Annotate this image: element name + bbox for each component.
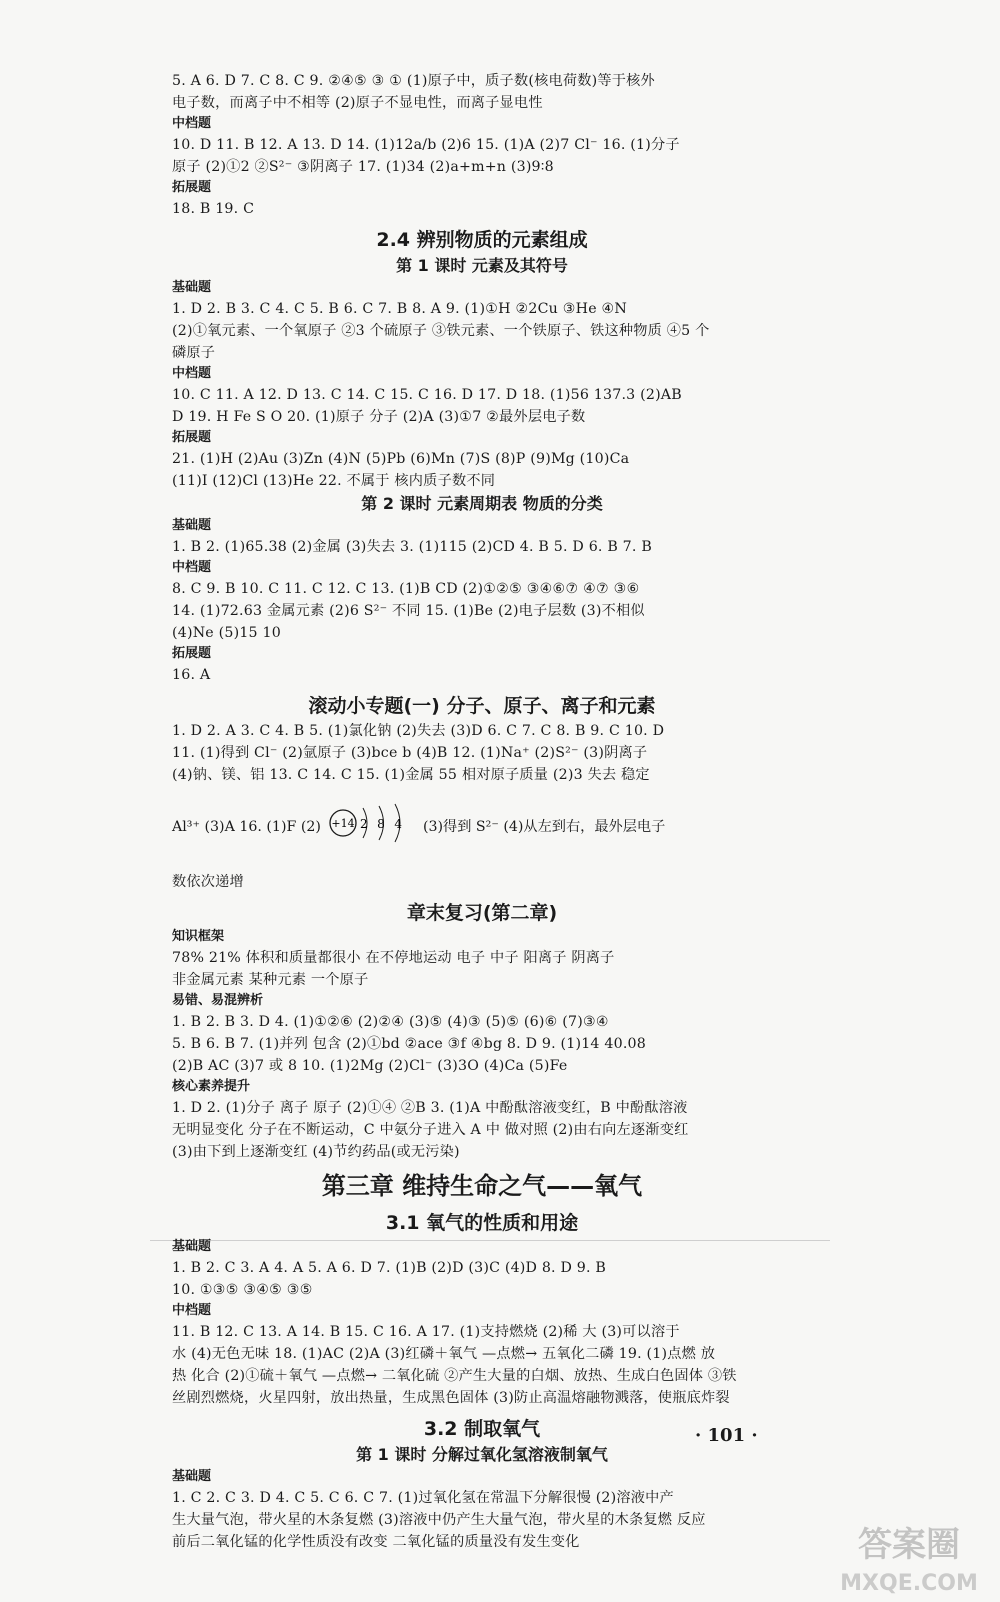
atom-row-post: (3)得到 S²⁻ (4)从左到右，最外层电子 <box>422 818 666 835</box>
subsection-heading: 拓展题 <box>172 430 212 445</box>
atom-structure-row <box>172 800 792 853</box>
subsection-heading: 中档题 <box>172 366 212 381</box>
subsection-heading: 知识框架 <box>172 929 225 944</box>
answer-line: (4)Ne (5)15 10 <box>172 625 281 641</box>
answer-line: 无明显变化 分子在不断运动，C 中氨分子进入 A 中 做对照 (2)由右向左逐渐变红 <box>172 1122 689 1138</box>
subsection-heading: 中档题 <box>172 116 212 131</box>
subsection-heading: 基础题 <box>172 518 212 533</box>
atom-diagram <box>327 800 417 853</box>
atom-shells-label: 2 8 4 <box>359 817 402 831</box>
answer-line: 1. D 2. A 3. C 4. B 5. (1)氯化钠 (2)失去 (3)D 6. C 7. C 8. B 9. C 10. D <box>172 723 665 739</box>
answer-line: 16. A <box>172 667 211 683</box>
answer-line: 丝剧烈燃烧，火星四射，放出热量，生成黑色固体 (3)防止高温熔融物溅落，使瓶底炸裂 <box>172 1390 730 1406</box>
section-title: 3.1 氧气的性质和用途 <box>385 1212 579 1234</box>
subsection-heading: 核心素养提升 <box>172 1079 251 1094</box>
section-title: 章末复习(第二章) <box>406 902 558 924</box>
page-number: · 101 · <box>695 1425 758 1446</box>
section-title: 2.4 辨别物质的元素组成 <box>376 229 588 251</box>
watermark-logo <box>824 1512 994 1598</box>
section-title: 3.2 制取氧气 <box>423 1418 541 1440</box>
answer-line: (11)I (12)Cl (13)He 22. 不属于 核内质子数不同 <box>172 473 496 489</box>
subsection-heading: 基础题 <box>172 1239 212 1254</box>
subsection-heading: 基础题 <box>172 1469 212 1484</box>
answer-line: 磷原子 <box>172 345 216 361</box>
atom-nucleus-label: +14 <box>331 817 355 830</box>
answer-line: 水 (4)无色无味 18. (1)AC (2)A (3)红磷＋氧气 —点燃→ 五氧化二磷 19. (1)点燃 放 <box>172 1346 716 1362</box>
answer-line: 10. ①③⑤ ③④⑤ ③⑤ <box>172 1282 313 1298</box>
answer-line: 1. B 2. B 3. D 4. (1)①②⑥ (2)②④ (3)⑤ (4)③ (5)⑤ (6)⑥ (7)③④ <box>172 1014 609 1030</box>
answer-line: 生大量气泡，带火星的木条复燃 (3)溶液中仍产生大量气泡，带火星的木条复燃 反应 <box>172 1512 706 1528</box>
subsection-heading: 中档题 <box>172 560 212 575</box>
lesson-title: 第 1 课时 分解过氧化氢溶液制氧气 <box>356 1445 608 1464</box>
chapter-title: 第三章 维持生命之气——氧气 <box>321 1172 643 1200</box>
answer-line: 5. B 6. B 7. (1)并列 包含 (2)①bd ②ace ③f ④bg 8. D 9. (1)14 40.08 <box>172 1036 646 1052</box>
svg-text:答案圈: 答案圈 <box>858 1525 960 1565</box>
answer-line: 前后二氧化锰的化学性质没有改变 二氧化锰的质量没有发生变化 <box>172 1534 580 1550</box>
answer-line: 78% 21% 体积和质量都很小 在不停地运动 电子 中子 阳离子 阴离子 <box>172 950 615 966</box>
answer-line: 1. C 2. C 3. D 4. C 5. C 6. C 7. (1)过氧化氢在常温下分解很慢 (2)溶液中产 <box>172 1490 674 1506</box>
answer-line: (4)钠、镁、铝 13. C 14. C 15. (1)金属 55 相对原子质量 (2)3 失去 稳定 <box>172 767 650 783</box>
answer-line: 电子数，而离子中不相等 (2)原子不显电性，而离子显电性 <box>172 95 543 111</box>
subsection-heading: 拓展题 <box>172 180 212 195</box>
answer-line: 10. C 11. A 12. D 13. C 14. C 15. C 16. D 17. D 18. (1)56 137.3 (2)AB <box>172 387 682 403</box>
answer-line: (2)①氧元素、一个氧原子 ②3 个硫原子 ③铁元素、一个铁原子、铁这种物质 ④5 个 <box>172 323 710 339</box>
answer-line: 非金属元素 某种元素 一个原子 <box>172 972 369 988</box>
answer-line: 18. B 19. C <box>172 201 255 217</box>
lesson-title: 第 2 课时 元素周期表 物质的分类 <box>361 494 603 513</box>
answer-line: 10. D 11. B 12. A 13. D 14. (1)12a/b (2)6 15. (1)A (2)7 Cl⁻ 16. (1)分子 <box>172 137 680 153</box>
answer-block-bottom <box>172 871 792 1553</box>
answer-line: 热 化合 (2)①硫＋氧气 —点燃→ 二氧化硫 ②产生大量的白烟、放热、生成白色固体 ③铁 <box>172 1368 737 1384</box>
answer-line: 11. (1)得到 Cl⁻ (2)氩原子 (3)bce b (4)B 12. (1)Na⁺ (2)S²⁻ (3)阴离子 <box>172 745 648 761</box>
answer-block-top <box>172 70 792 786</box>
answer-line: (2)B AC (3)7 或 8 10. (1)2Mg (2)Cl⁻ (3)3O (4)Ca (5)Fe <box>172 1058 568 1074</box>
answer-line: 14. (1)72.63 金属元素 (2)6 S²⁻ 不同 15. (1)Be (2)电子层数 (3)不相似 <box>172 603 645 619</box>
lesson-title: 第 1 课时 元素及其符号 <box>396 256 568 275</box>
answer-line: 5. A 6. D 7. C 8. C 9. ②④⑤ ③ ① (1)原子中，质子数(核电荷数)等于核外 <box>172 73 655 89</box>
subsection-heading: 拓展题 <box>172 646 212 661</box>
answer-line: D 19. H Fe S O 20. (1)原子 分子 (2)A (3)①7 ②最外层电子数 <box>172 409 586 425</box>
svg-text:MXQE.COM: MXQE.COM <box>840 1571 978 1596</box>
answer-page <box>172 70 792 1553</box>
answer-line: (3)由下到上逐渐变红 (4)节约药品(或无污染) <box>172 1144 460 1160</box>
section-title: 滚动小专题(一) 分子、原子、离子和元素 <box>308 695 656 717</box>
answer-line: 1. B 2. (1)65.38 (2)金属 (3)失去 3. (1)115 (2)CD 4. B 5. D 6. B 7. B <box>172 539 652 555</box>
answer-line: 8. C 9. B 10. C 11. C 12. C 13. (1)B CD (2)①②⑤ ③④⑥⑦ ④⑦ ③⑥ <box>172 581 640 597</box>
answer-line: 数依次递增 <box>172 874 244 890</box>
answer-line: 原子 (2)①2 ②S²⁻ ③阴离子 17. (1)34 (2)a+m+n (3)9∶8 <box>172 159 554 175</box>
subsection-heading: 易错、易混辨析 <box>172 993 264 1008</box>
atom-row-pre: Al³⁺ (3)A 16. (1)F (2) <box>172 818 321 835</box>
subsection-heading: 中档题 <box>172 1303 212 1318</box>
subsection-heading: 基础题 <box>172 280 212 295</box>
answer-line: 1. D 2. (1)分子 离子 原子 (2)①④ ②B 3. (1)A 中酚酞溶液变红，B 中酚酞溶液 <box>172 1100 688 1116</box>
answer-line: 21. (1)H (2)Au (3)Zn (4)N (5)Pb (6)Mn (7)S (8)P (9)Mg (10)Ca <box>172 451 630 467</box>
answer-line: 11. B 12. C 13. A 14. B 15. C 16. A 17. (1)支持燃烧 (2)稀 大 (3)可以溶于 <box>172 1324 680 1340</box>
answer-line: 1. B 2. C 3. A 4. A 5. A 6. D 7. (1)B (2)D (3)C (4)D 8. D 9. B <box>172 1260 607 1276</box>
answer-line: 1. D 2. B 3. C 4. C 5. B 6. C 7. B 8. A 9. (1)①H ②2Cu ③He ④N <box>172 301 628 317</box>
